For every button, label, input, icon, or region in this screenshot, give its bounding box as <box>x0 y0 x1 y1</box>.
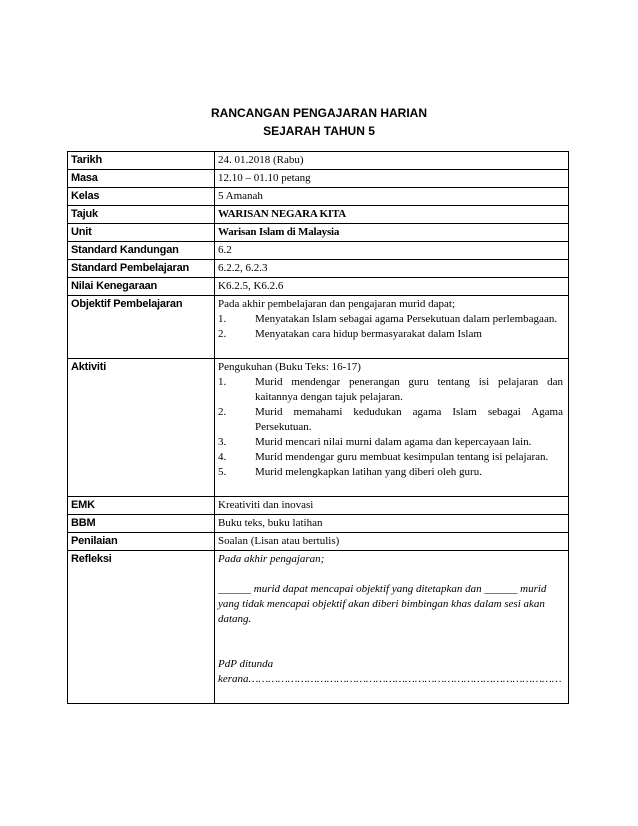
label-standard-pembelajaran: Standard Pembelajaran <box>68 260 215 278</box>
label-bbm: BBM <box>68 515 215 533</box>
value-standard-kandungan: 6.2 <box>215 242 569 260</box>
label-emk: EMK <box>68 497 215 515</box>
table-row-masa <box>68 170 569 188</box>
table-row-objektif <box>68 296 569 359</box>
table-row-bbm <box>68 515 569 533</box>
label-penilaian: Penilaian <box>68 533 215 551</box>
list-text: Murid memahami kedudukan agama Islam sebagai Agama Persekutuan. <box>255 406 563 433</box>
table-row-unit <box>68 224 569 242</box>
refleksi-intro: Pada akhir pengajaran; <box>218 553 325 565</box>
document-title: RANCANGAN PENGAJARAN HARIAN <box>210 106 427 120</box>
value-objektif <box>215 296 569 359</box>
list-number: 1. <box>218 313 227 325</box>
refleksi-kerana: kerana…………………………………………………………………………………… <box>218 673 562 685</box>
list-item <box>218 375 563 405</box>
label-tajuk: Tajuk <box>68 206 215 224</box>
refleksi-statement: ______ murid dapat mencapai objektif yang ditetapkan dan ______ murid yang tidak mencapai objektif akan diberi bimbingan khas dalam sesi akan datang. <box>218 583 547 625</box>
table-row-refleksi <box>68 551 569 704</box>
label-kelas: Kelas <box>68 188 215 206</box>
spacer <box>218 627 563 642</box>
list-item <box>218 435 563 450</box>
value-tarikh: 24. 01.2018 (Rabu) <box>215 152 569 170</box>
label-unit: Unit <box>68 224 215 242</box>
aktiviti-list <box>218 375 563 480</box>
table-row-standard-kandungan <box>68 242 569 260</box>
value-nilai-kenegaraan: K6.2.5, K6.2.6 <box>215 278 569 296</box>
value-aktiviti <box>215 359 569 497</box>
list-number: 1. <box>218 376 227 388</box>
objektif-intro: Pada akhir pembelajaran dan pengajaran murid dapat; <box>218 298 456 310</box>
label-tarikh: Tarikh <box>68 152 215 170</box>
label-aktiviti: Aktiviti <box>68 359 215 497</box>
lesson-plan-table <box>67 151 569 704</box>
value-masa: 12.10 – 01.10 petang <box>215 170 569 188</box>
document-subtitle: SEJARAH TAHUN 5 <box>263 124 375 138</box>
value-tajuk: WARISAN NEGARA KITA <box>215 206 569 224</box>
spacer <box>218 687 563 702</box>
table-row-standard-pembelajaran <box>68 260 569 278</box>
table-row-tarikh <box>68 152 569 170</box>
list-number: 2. <box>218 328 227 340</box>
list-text: Murid melengkapkan latihan yang diberi oleh guru. <box>255 466 482 478</box>
aktiviti-intro: Pengukuhan (Buku Teks: 16-17) <box>218 361 361 373</box>
list-number: 5. <box>218 466 227 478</box>
spacer <box>218 642 563 657</box>
table-row-kelas <box>68 188 569 206</box>
value-refleksi <box>215 551 569 704</box>
list-text: Murid mendengar guru membuat kesimpulan tentang isi pelajaran. <box>255 451 549 463</box>
spacer <box>218 567 563 582</box>
list-text: Menyatakan Islam sebagai agama Persekutuan dalam perlembagaan. <box>255 313 558 325</box>
refleksi-pdp-ditunda: PdP ditunda <box>218 658 274 670</box>
value-emk: Kreativiti dan inovasi <box>215 497 569 515</box>
list-number: 3. <box>218 436 227 448</box>
list-text: Murid mendengar penerangan guru tentang isi pelajaran dan kaitannya dengan tajuk pelajaran. <box>255 376 563 403</box>
spacer <box>218 342 563 357</box>
value-bbm: Buku teks, buku latihan <box>215 515 569 533</box>
table-row-penilaian <box>68 533 569 551</box>
table-row-aktiviti <box>68 359 569 497</box>
label-masa: Masa <box>68 170 215 188</box>
table-row-nilai-kenegaraan <box>68 278 569 296</box>
value-unit: Warisan Islam di Malaysia <box>215 224 569 242</box>
list-item <box>218 465 563 480</box>
list-number: 4. <box>218 451 227 463</box>
objektif-list <box>218 312 563 342</box>
label-standard-kandungan: Standard Kandungan <box>68 242 215 260</box>
list-text: Murid mencari nilai murni dalam agama dan kepercayaan lain. <box>255 436 532 448</box>
list-text: Menyatakan cara hidup bermasyarakat dalam Islam <box>255 328 482 340</box>
list-item <box>218 327 563 342</box>
label-objektif: Objektif Pembelajaran <box>68 296 215 359</box>
table-row-emk <box>68 497 569 515</box>
list-item <box>218 312 563 327</box>
label-refleksi: Refleksi <box>68 551 215 704</box>
value-kelas: 5 Amanah <box>215 188 569 206</box>
label-nilai-kenegaraan: Nilai Kenegaraan <box>68 278 215 296</box>
value-penilaian: Soalan (Lisan atau bertulis) <box>215 533 569 551</box>
list-number: 2. <box>218 406 227 418</box>
table-row-tajuk <box>68 206 569 224</box>
list-item <box>218 450 563 465</box>
value-standard-pembelajaran: 6.2.2, 6.2.3 <box>215 260 569 278</box>
spacer <box>218 480 563 495</box>
list-item <box>218 405 563 435</box>
